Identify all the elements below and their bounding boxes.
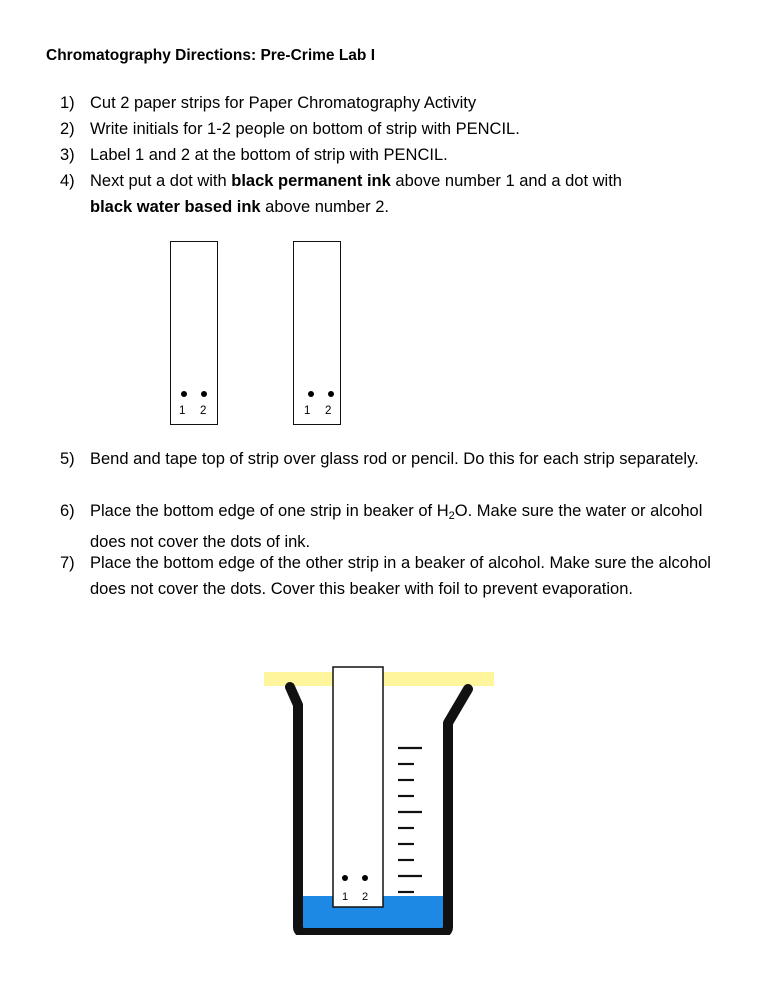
step-1 (60, 90, 732, 116)
ink-dot-1 (181, 391, 187, 397)
strip-label-2: 2 (325, 405, 332, 417)
step-4 (60, 168, 732, 220)
step-number: 7) (60, 554, 75, 572)
paper-strip-2 (293, 241, 341, 425)
step-5 (60, 446, 732, 472)
step-text: Bend and tape top of strip over glass rod or pencil. Do this for each strip separately. (90, 450, 699, 468)
step-text: Label 1 and 2 at the bottom of strip with PENCIL. (90, 146, 448, 164)
strip-label-2: 2 (362, 891, 369, 903)
ink-dot-2 (362, 875, 368, 881)
step-number: 1) (60, 94, 75, 112)
step-text: Cut 2 paper strips for Paper Chromatography Activity (90, 94, 477, 112)
step-text (60, 498, 732, 555)
strip-label-2: 2 (200, 405, 207, 417)
strip-label-1: 1 (342, 891, 349, 903)
step-number: 6) (60, 502, 75, 520)
page-title: Chromatography Directions: Pre-Crime Lab I (46, 47, 376, 64)
step-number: 2) (60, 120, 75, 138)
bold-water-based-ink: black water based ink (90, 198, 261, 216)
step-3 (60, 142, 732, 168)
step-text (60, 168, 732, 220)
step-text-part: O. Make sure the water or alcohol does not cover the dots of ink. (90, 502, 703, 551)
step-7 (60, 550, 732, 602)
step-text: Write initials for 1-2 people on bottom of strip with PENCIL. (90, 120, 520, 138)
paper-strip-in-beaker (333, 667, 383, 907)
step-number: 5) (60, 450, 75, 468)
step-text-part: above number 2. (260, 198, 389, 216)
ink-dot-1 (342, 875, 348, 881)
step-number: 3) (60, 146, 75, 164)
paper-strip-1 (170, 241, 218, 425)
step-2 (60, 116, 732, 142)
step-text-part: above number 1 and a dot with (390, 172, 622, 190)
strip-label-1: 1 (304, 405, 311, 417)
bold-permanent-ink: black permanent ink (231, 172, 391, 190)
graduation-marks (398, 748, 422, 892)
subscript: 2 (448, 510, 455, 522)
ink-dot-2 (328, 391, 334, 397)
ink-dot-2 (201, 391, 207, 397)
step-text-part: Place the bottom edge of one strip in beaker of H (90, 502, 449, 520)
step-number: 4) (60, 172, 75, 190)
step-text: Place the bottom edge of the other strip in a beaker of alcohol. Make sure the alcohol does not cover the dots. Cover this beaker with foil to prevent evaporation. (90, 554, 711, 598)
strip-label-1: 1 (179, 405, 186, 417)
beaker-illustration (262, 665, 502, 935)
step-text-part: Next put a dot with (90, 172, 232, 190)
ink-dot-1 (308, 391, 314, 397)
step-6 (60, 498, 732, 555)
